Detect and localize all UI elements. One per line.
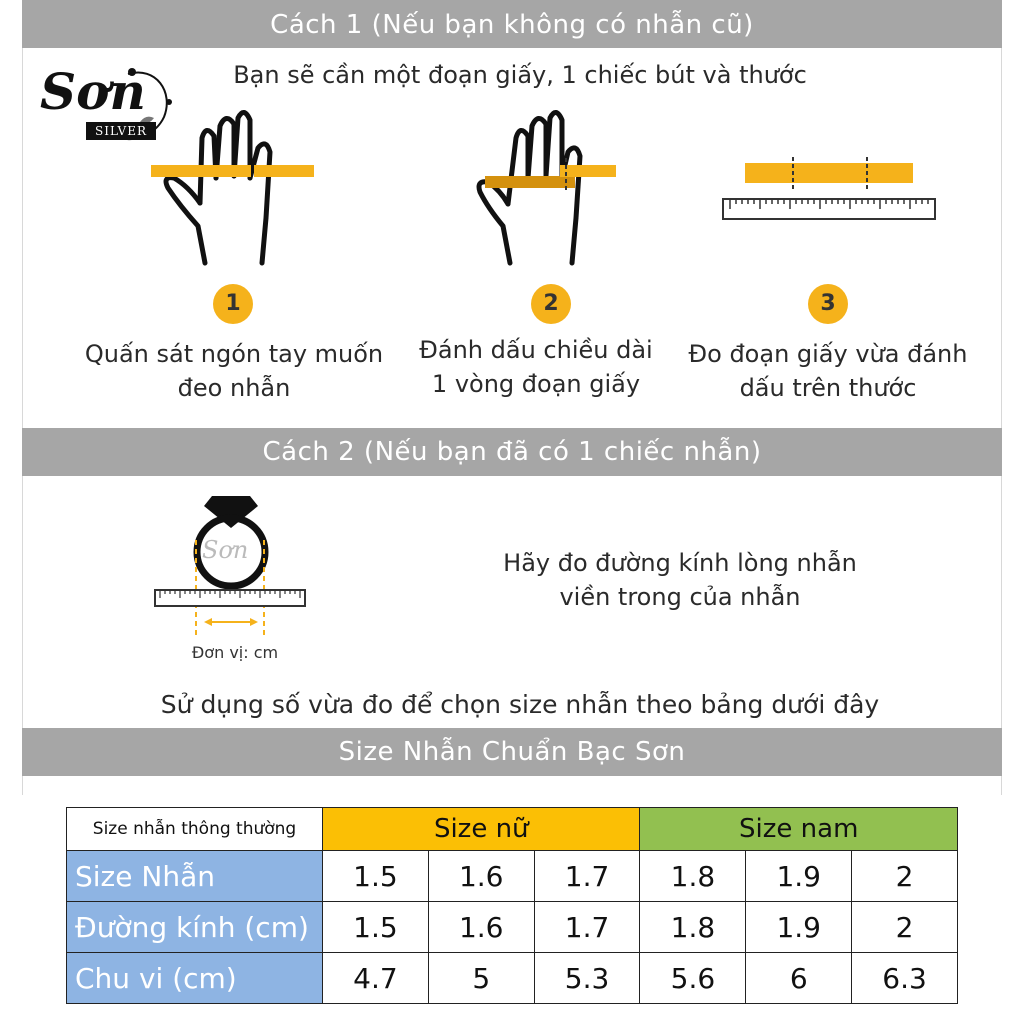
table-cell: 5 (428, 953, 534, 1004)
method2-line2: viền trong của nhẫn (559, 583, 801, 611)
step-2-line1: Đánh dấu chiều dài (419, 336, 653, 364)
step-2-caption (400, 333, 672, 401)
step-1-line2: đeo nhẫn (177, 374, 291, 402)
table-cell: 1.6 (428, 902, 534, 953)
table-cell: 5.3 (534, 953, 640, 1004)
logo-wordmark: Sơn (40, 62, 146, 121)
step-1-badge: 1 (213, 284, 253, 324)
male-size-header: Size nam (640, 808, 958, 851)
svg-text:Sơn: Sơn (202, 536, 249, 564)
table-cell: 2 (852, 851, 958, 902)
table-corner-cell: Size nhẫn thông thường (67, 808, 323, 851)
table-cell: 4.7 (323, 953, 429, 1004)
female-size-header: Size nữ (323, 808, 640, 851)
hand-wrap-icon (140, 108, 330, 273)
table-cell: 1.6 (428, 851, 534, 902)
table-cell: 1.7 (534, 902, 640, 953)
table-cell: 1.9 (746, 902, 852, 953)
table-row (67, 902, 958, 953)
usage-note: Sử dụng số vừa đo để chọn size nhẫn theo bảng dưới đây (160, 690, 880, 719)
table-cell: 6.3 (852, 953, 958, 1004)
step-3-line2: dấu trên thước (739, 374, 917, 402)
method2-instruction (460, 546, 900, 614)
table-cell: 1.7 (534, 851, 640, 902)
table-cell: 6 (746, 953, 852, 1004)
row-label-circumference: Chu vi (cm) (67, 953, 323, 1004)
step-3-caption (668, 337, 988, 405)
method1-banner: Cách 1 (Nếu bạn không có nhẫn cũ) (22, 0, 1002, 48)
table-row (67, 953, 958, 1004)
method1-intro: Bạn sẽ cần một đoạn giấy, 1 chiếc bút và thước (233, 61, 807, 89)
table-cell: 2 (852, 902, 958, 953)
step-3-badge: 3 (808, 284, 848, 324)
size-section-banner: Size Nhẫn Chuẩn Bạc Sơn (22, 728, 1002, 776)
row-label-size: Size Nhẫn (67, 851, 323, 902)
table-cell: 1.5 (323, 902, 429, 953)
unit-label: Đơn vị: cm (191, 643, 279, 662)
ring-measure-icon (150, 490, 315, 640)
table-row (67, 851, 958, 902)
table-cell: 1.9 (746, 851, 852, 902)
step-1-line1: Quấn sát ngón tay muốn (84, 340, 384, 368)
step-3-line1: Đo đoạn giấy vừa đánh (688, 340, 968, 368)
method2-line1: Hãy đo đường kính lòng nhẫn (503, 549, 857, 577)
logo-subtitle: SILVER (86, 122, 156, 140)
table-cell: 5.6 (640, 953, 746, 1004)
ruler-measure-icon (720, 155, 940, 225)
table-header-row (67, 808, 958, 851)
hand-mark-icon (470, 108, 630, 273)
table-cell: 1.8 (640, 851, 746, 902)
row-label-diameter: Đường kính (cm) (67, 902, 323, 953)
method2-banner: Cách 2 (Nếu bạn đã có 1 chiếc nhẫn) (22, 428, 1002, 476)
step-2-badge: 2 (531, 284, 571, 324)
step-2-line2: 1 vòng đoạn giấy (431, 370, 641, 398)
size-table (66, 807, 958, 1004)
step-1-caption (66, 337, 402, 405)
table-cell: 1.8 (640, 902, 746, 953)
table-cell: 1.5 (323, 851, 429, 902)
